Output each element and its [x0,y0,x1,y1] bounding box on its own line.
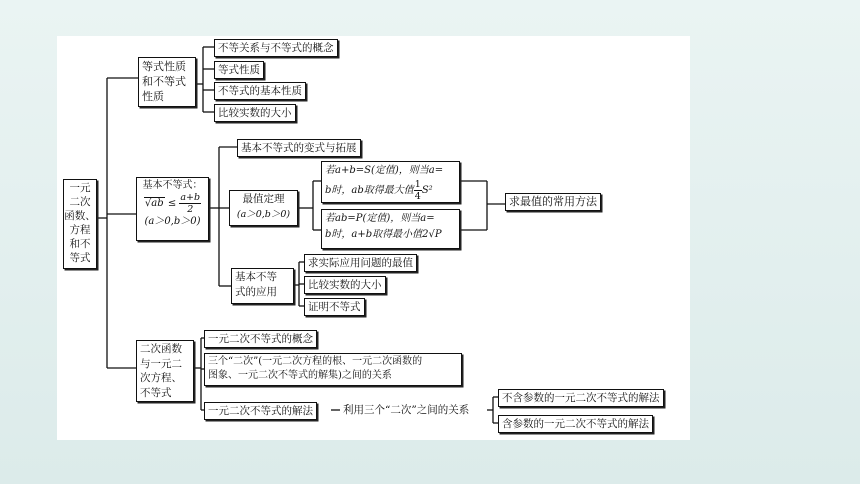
node-max-min-theorem [229,190,298,226]
case-sum-line2: b时，ab取得最大值 [325,185,414,196]
leaf-with-parameter-solving [498,415,653,433]
leaf-compare-reals [214,104,296,122]
fraction-denominator: 4 [414,191,421,202]
leaf-label: 证明不等式 [308,301,361,313]
leaf-label: 利用三个“二次”之间的关系 [343,404,470,416]
leaf-label: 一元二次不等式的解法 [208,405,313,417]
sqrt-ab: √ab [144,198,164,209]
leaf-label: 求最值的常用方法 [509,195,597,208]
leaf-basic-inequality-properties [214,82,306,100]
root-label-line: 二次 [69,196,91,208]
leaf-label: 不等式的基本性质 [218,85,302,97]
case-prod-line2: b时，a+b取得最小值2√P [325,229,442,240]
branch-quadratic [136,340,194,402]
node-case-fixed-sum [321,161,460,203]
fraction-numerator: a+b [180,192,201,203]
basic-inequality-title: 基本不等式： [142,180,203,191]
leaf-inequality-concept [214,39,338,57]
branch-label-line: 和不等式 [142,75,186,88]
case-sum-s-squared: S² [421,185,433,196]
leaf-prove-inequality [304,298,365,316]
leaf-label: 比较实数的大小 [308,279,382,291]
fraction-a-plus-b-over-2 [179,192,201,215]
branch-label-line: 等式性质 [142,60,186,73]
basic-inequality-condition: (a＞0,b＞0) [144,216,201,227]
max-min-title: 最值定理 [242,193,285,205]
leaf-compare-reals-2 [304,276,386,294]
leaf-label: 比较实数的大小 [218,107,292,119]
branch-basic-inequality [136,177,209,241]
root-node [63,179,97,269]
fraction-one-quarter [414,179,422,202]
leaf-label: 含参数的一元二次不等式的解法 [502,418,649,430]
fraction-denominator: 2 [187,204,194,215]
leaf-three-quadratics-relation [204,353,462,386]
leaf-quadratic-inequality-solving [204,402,317,420]
root-label-line: 一元 [69,182,91,194]
root-label-line: 等式 [69,252,91,264]
leaf-label: 不含参数的一元二次不等式的解法 [502,392,660,404]
leaf-label: 等式性质 [218,64,260,76]
case-sum-line1: 若a+b=S(定值)，则当a= [325,165,444,176]
leaf-label: 求实际应用问题的最值 [308,257,413,269]
basic-inequality-lhs [144,197,165,209]
branch-equality-properties [138,57,196,107]
fraction-numerator: 1 [414,179,421,190]
node-basic-inequality-application [231,268,294,304]
application-title-line: 式的应用 [235,286,277,298]
root-label-line: 函数、 [64,210,96,222]
leaf-quadratic-inequality-concept [204,330,317,348]
branch-label-line: 性质 [142,90,164,103]
node-common-methods-extremum [505,193,601,211]
branch-label-line: 不等式 [140,386,172,399]
leaf-applied-extremum [304,254,417,272]
case-prod-line1: 若ab=P(定值)，则当a= [325,213,435,224]
leaf-label: 不等关系与不等式的概念 [218,42,334,54]
leaf-label: 基本不等式的变式与拓展 [241,142,357,154]
le-symbol: ≤ [167,198,177,209]
application-title-line: 基本不等 [235,271,277,283]
max-min-condition: (a＞0,b＞0) [236,209,291,220]
node-case-fixed-product [321,209,460,249]
branch-label-line: 次方程、 [140,372,182,384]
relation-line2: 图象、一元二次不等式的解集)之间的关系 [208,370,392,381]
leaf-equality-properties [214,61,264,79]
mind-map-canvas [57,36,690,440]
root-label-line: 和不 [69,238,91,250]
branch-label-line: 二次函数 [140,343,182,355]
root-label-line: 方程 [69,224,91,236]
leaf-variants-extensions [237,139,361,157]
leaf-no-parameter-solving [498,389,664,407]
node-use-three-quadratics [340,402,472,418]
leaf-label: 一元二次不等式的概念 [208,333,313,345]
branch-label-line: 与一元二 [140,357,182,370]
relation-line1: 三个“二次”(一元二次方程的根、一元二次函数的 [208,356,423,367]
